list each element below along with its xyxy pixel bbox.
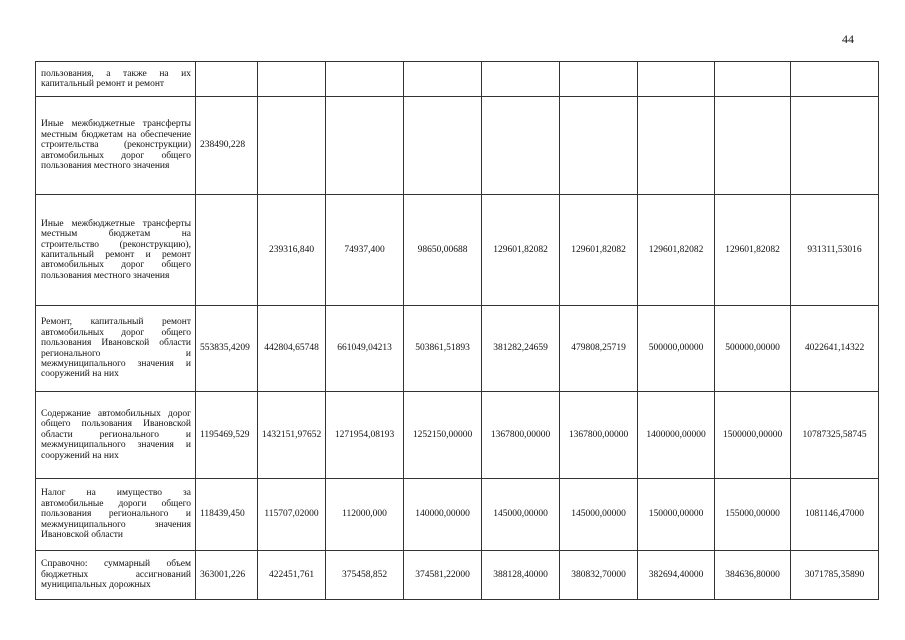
value-cell: 380832,70000 [560,551,638,600]
row-label: Содержание автомобильных дорог общего пользования Ивановской области регионального и межмуниципального значения и сооружений на них [36,392,196,479]
value-cell: 1195469,529 [196,392,258,479]
value-cell [482,97,560,195]
value-cell: 382694,40000 [638,551,715,600]
value-cell [715,97,791,195]
value-cell: 145000,00000 [482,479,560,551]
table-row [36,479,879,551]
value-cell: 553835,4209 [196,306,258,392]
table-row [36,195,879,306]
value-cell: 145000,00000 [560,479,638,551]
row-label: Справочно: суммарный объем бюджетных ассигнований муниципальных дорожных [36,551,196,600]
value-cell: 422451,761 [258,551,326,600]
value-cell: 1252150,00000 [404,392,482,479]
value-cell: 661049,04213 [326,306,404,392]
value-cell: 500000,00000 [638,306,715,392]
value-cell: 375458,852 [326,551,404,600]
value-cell: 129601,82082 [560,195,638,306]
value-cell: 479808,25719 [560,306,638,392]
value-cell: 1367800,00000 [482,392,560,479]
value-cell: 140000,00000 [404,479,482,551]
value-cell: 155000,00000 [715,479,791,551]
value-cell: 1271954,08193 [326,392,404,479]
value-cell [791,62,879,97]
value-cell [258,97,326,195]
value-cell [196,62,258,97]
value-cell: 1400000,00000 [638,392,715,479]
value-cell: 442804,65748 [258,306,326,392]
value-cell: 150000,00000 [638,479,715,551]
value-cell [560,97,638,195]
value-cell: 374581,22000 [404,551,482,600]
value-cell [326,97,404,195]
value-cell: 1081146,47000 [791,479,879,551]
value-cell [638,62,715,97]
row-label: Иные межбюджетные трансферты местным бюджетам на строительство (реконструкцию), капитальный ремонт и ремонт автомобильных дорог общего пользования местного значения [36,195,196,306]
value-cell [715,62,791,97]
value-cell: 118439,450 [196,479,258,551]
row-label: Иные межбюджетные трансферты местным бюджетам на обеспечение строительства (реконструкции) автомобильных дорог общего пользования местного значения [36,97,196,195]
table-row [36,306,879,392]
row-label: Ремонт, капитальный ремонт автомобильных дорог общего пользования Ивановской области регионального и межмуниципального значения и сооружений на них [36,306,196,392]
value-cell [404,62,482,97]
value-cell [638,97,715,195]
row-label: пользования, а также на их капитальный ремонт и ремонт [36,62,196,97]
table-row [36,392,879,479]
value-cell: 115707,02000 [258,479,326,551]
page-number: 44 [842,32,854,46]
table-row [36,97,879,195]
value-cell: 238490,228 [196,97,258,195]
value-cell: 4022641,14322 [791,306,879,392]
value-cell: 1367800,00000 [560,392,638,479]
value-cell: 931311,53016 [791,195,879,306]
value-cell [326,62,404,97]
value-cell: 129601,82082 [638,195,715,306]
value-cell: 1500000,00000 [715,392,791,479]
value-cell [791,97,879,195]
value-cell: 388128,40000 [482,551,560,600]
value-cell: 500000,00000 [715,306,791,392]
row-label: Налог на имущество за автомобильные дороги общего пользования регионального и межмуниципального значения Ивановской области [36,479,196,551]
table-row [36,62,879,97]
value-cell: 381282,24659 [482,306,560,392]
value-cell [258,62,326,97]
value-cell: 129601,82082 [482,195,560,306]
value-cell: 503861,51893 [404,306,482,392]
value-cell: 74937,400 [326,195,404,306]
value-cell: 239316,840 [258,195,326,306]
value-cell: 363001,226 [196,551,258,600]
value-cell: 129601,82082 [715,195,791,306]
value-cell [560,62,638,97]
value-cell [482,62,560,97]
table-row [36,551,879,600]
budget-allocations-table [35,61,879,600]
value-cell: 98650,00688 [404,195,482,306]
value-cell: 112000,000 [326,479,404,551]
value-cell: 384636,80000 [715,551,791,600]
value-cell: 3071785,35890 [791,551,879,600]
value-cell [196,195,258,306]
value-cell: 10787325,58745 [791,392,879,479]
table-body [36,62,879,600]
value-cell: 1432151,97652 [258,392,326,479]
value-cell [404,97,482,195]
